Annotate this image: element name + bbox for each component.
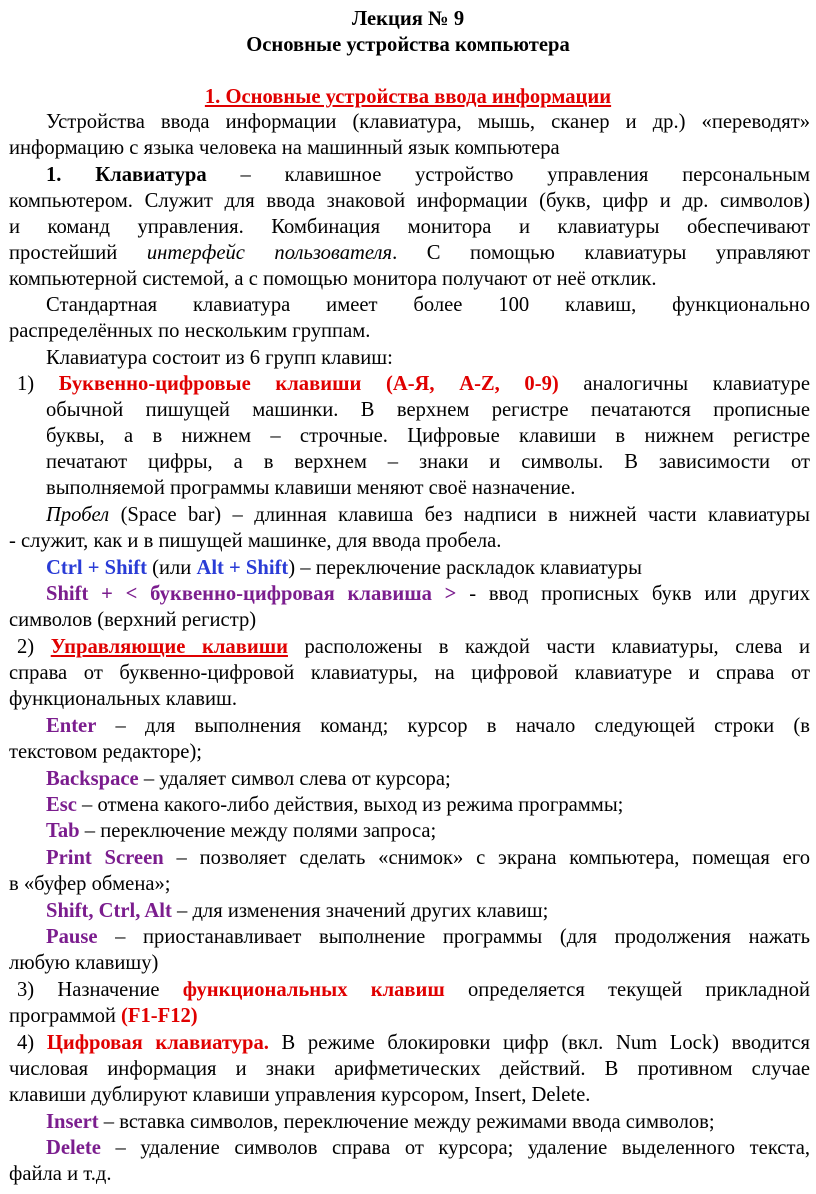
printscreen-line-1: Print Screen – позволяет сделать «снимок» с экрана компьютера, помещая его [46, 847, 811, 869]
delete-line-2: файла и т.д. [9, 1163, 112, 1185]
group1-line-2: обычной пишущей машинки. В верхнем регистре печатаются прописные [46, 399, 810, 421]
group2-name: Управляющие клавиши [50, 636, 288, 658]
enter-line-2: текстовом редакторе); [9, 741, 203, 763]
shift-combo-line-1: Shift + < буквенно-цифровая клавиша > - ввод прописных букв или других [46, 583, 811, 605]
ctrl-shift-line: Ctrl + Shift (или Alt + Shift) – переключение раскладок клавиатуры [46, 557, 642, 579]
section-heading: 1. Основные устройства ввода информации [204, 86, 612, 108]
keyboard-paragraph-line-1: 1. Клавиатура – клавишное устройство управления персональным [46, 164, 810, 186]
tab-key: Tab [46, 820, 80, 842]
space-line-2: - служит, как и в пишущей машинке, для ввода пробела. [9, 530, 502, 552]
intro-line-1: Устройства ввода информации (клавиатура, мышь, сканер и др.) «переводят» [46, 111, 810, 133]
backspace-key: Backspace [46, 768, 139, 790]
f1-f12-keys: (F1-F12) [121, 1005, 198, 1027]
modifiers-line: Shift, Ctrl, Alt – для изменения значений других клавиш; [46, 900, 549, 922]
enter-key: Enter [46, 715, 97, 737]
keyboard-paragraph-line-2: компьютером. Служит для ввода знаковой информации (букв, цифр и др. символов) [9, 190, 810, 212]
enter-line-1: Enter – для выполнения команд; курсор в начало следующей строки (в [46, 715, 810, 737]
esc-line: Esc – отмена какого-либо действия, выход из режима программы; [46, 794, 624, 816]
alt-shift-key: Alt + Shift [196, 557, 289, 579]
group1-name: Буквенно-цифровые клавиши (А-Я, A-Z, 0-9) [58, 373, 559, 395]
delete-key: Delete [46, 1137, 101, 1159]
group1-line-5: выполняемой программы клавиши меняют своё назначение. [46, 477, 576, 499]
group4-name: Цифровая клавиатура. [46, 1032, 269, 1054]
groups-intro: Клавиатура состоит из 6 групп клавиш: [46, 347, 393, 369]
tab-line: Tab – переключение между полями запроса; [46, 820, 437, 842]
keyboard-paragraph-line-5: компьютерной системой, а с помощью монитора получают от неё отклик. [9, 268, 657, 290]
user-interface-term: интерфейс пользователя [146, 242, 393, 264]
printscreen-line-2: в «буфер обмена»; [9, 873, 171, 895]
keyboard-paragraph-line-3: и команд управления. Комбинация монитора и клавиатуры обеспечивают [9, 216, 810, 238]
group4-line-2: числовая информация и знаки арифметических действий. В противном случае [9, 1058, 810, 1080]
keyboard-paragraph-line-4: простейший интерфейс пользователя. С помощью клавиатуры управляют [9, 242, 810, 264]
group4-line-1: 4) Цифровая клавиатура. В режиме блокировки цифр (вкл. Num Lock) вводится [17, 1032, 810, 1054]
esc-key: Esc [46, 794, 77, 816]
group3-line-1: 3) Назначение функциональных клавиш определяется текущей прикладной [17, 979, 810, 1001]
space-line-1: Пробел (Space bar) – длинная клавиша без надписи в нижней части клавиатуры [46, 504, 810, 526]
keyboard-term: 1. Клавиатура [46, 164, 207, 186]
group1-line-1: 1) Буквенно-цифровые клавиши (А-Я, A-Z, 0-9) аналогичны клавиатуре [17, 373, 810, 395]
group2-line-2: справа от буквенно-цифровой клавиатуры, на цифровой клавиатуре и справа от [9, 662, 810, 684]
standard-line-1: Стандартная клавиатура имеет более 100 клавиш, функционально [46, 294, 810, 316]
insert-key: Insert [46, 1111, 99, 1133]
group1-line-4: печатают цифры, а в верхнем – знаки и символы. В зависимости от [46, 451, 810, 473]
group2-line-1: 2) Управляющие клавиши расположены в каждой части клавиатуры, слева и [17, 636, 810, 658]
group3-name: функциональных клавиш [182, 979, 445, 1001]
pause-key: Pause [46, 926, 98, 948]
modifiers-key: Shift, Ctrl, Alt [46, 900, 172, 922]
delete-line-1: Delete – удаление символов справа от курсора; удаление выделенного текста, [46, 1137, 810, 1159]
group4-line-3: клавиши дублируют клавиши управления курсором, Insert, Delete. [9, 1084, 591, 1106]
ctrl-shift-key: Ctrl + Shift [46, 557, 147, 579]
pause-line-2: любую клавишу) [9, 952, 159, 974]
group3-line-2: программой (F1-F12) [9, 1005, 198, 1027]
shift-combo-line-2: символов (верхний регистр) [9, 609, 257, 631]
shift-combo-key: Shift + < буквенно-цифровая клавиша > [46, 583, 457, 605]
printscreen-key: Print Screen [46, 847, 164, 869]
intro-line-2: информацию с языка человека на машинный язык компьютера [9, 137, 560, 159]
group1-line-3: буквы, а в нижнем – строчные. Цифровые клавиши в нижнем регистре [46, 425, 810, 447]
insert-line: Insert – вставка символов, переключение между режимами ввода символов; [46, 1111, 715, 1133]
lecture-title: Лекция № 9 [351, 8, 465, 30]
space-term: Пробел [46, 504, 110, 526]
pause-line-1: Pause – приостанавливает выполнение программы (для продолжения нажать [46, 926, 810, 948]
standard-line-2: распределённых по нескольким группам. [9, 320, 371, 342]
backspace-line: Backspace – удаляет символ слева от курсора; [46, 768, 451, 790]
subject-title: Основные устройства компьютера [246, 34, 570, 56]
group2-line-3: функциональных клавиш. [9, 688, 237, 710]
